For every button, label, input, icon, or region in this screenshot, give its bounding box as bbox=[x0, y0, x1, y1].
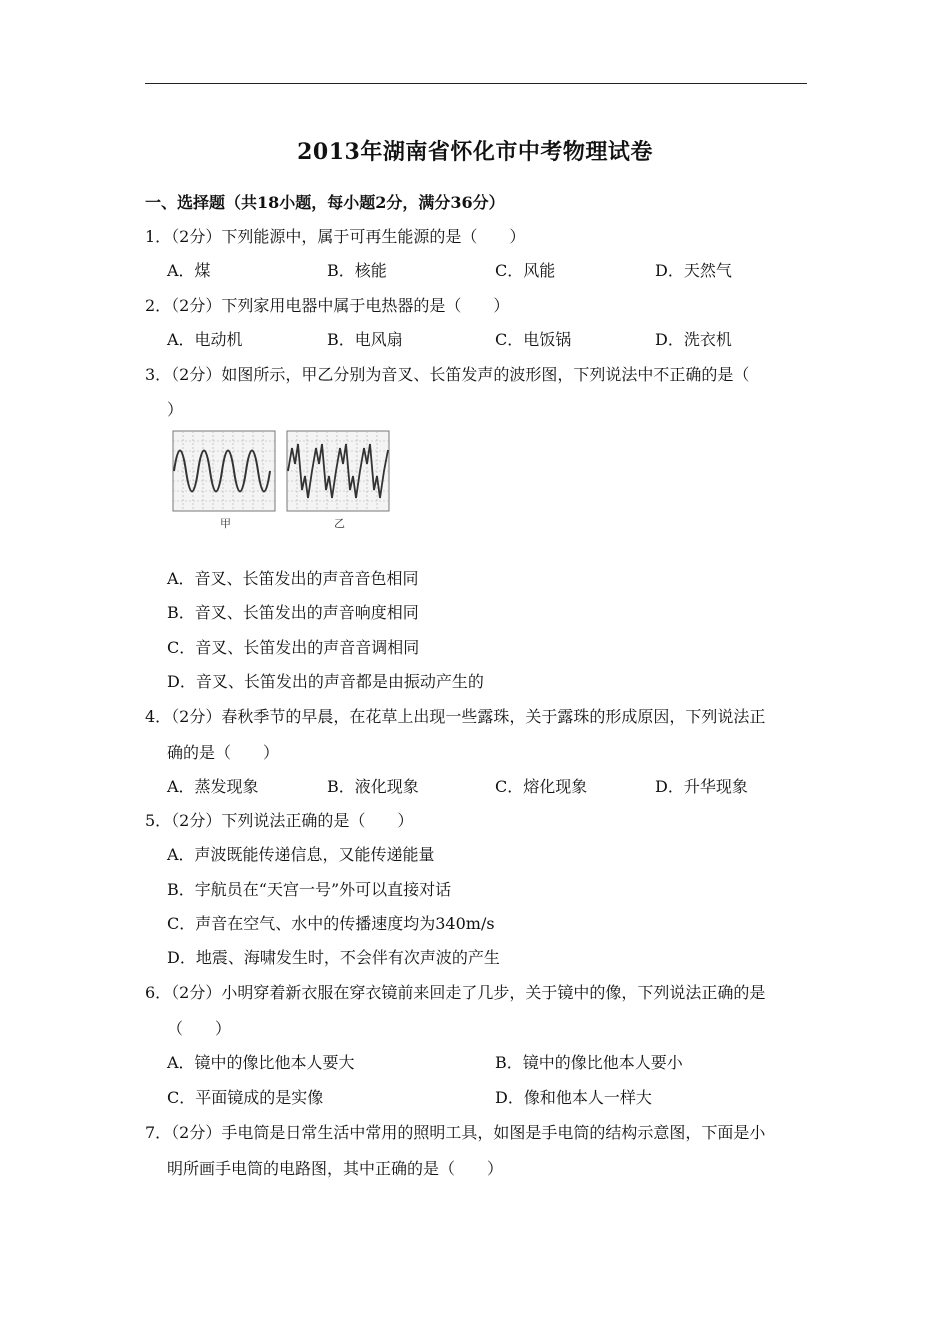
q6-option-b: B．镜中的像比他本人要小 bbox=[495, 1053, 683, 1072]
q5-option-a: A．声波既能传递信息，又能传递能量 bbox=[167, 845, 435, 864]
question-4-stem-line1: 4．（2分）春秋季节的早晨，在花草上出现一些露珠，关于露珠的形成原因，下列说法正 bbox=[145, 707, 766, 726]
q2-option-a: A．电动机 bbox=[167, 330, 243, 349]
q1-option-a: A．煤 bbox=[167, 261, 211, 280]
q3-option-d: D．音叉、长笛发出的声音都是由振动产生的 bbox=[167, 672, 484, 691]
question-7-stem-line2: 明所画手电筒的电路图，其中正确的是（ ） bbox=[167, 1159, 504, 1178]
q5-option-b: B．宇航员在“天宫一号”外可以直接对话 bbox=[167, 880, 452, 899]
q1-option-c: C．风能 bbox=[495, 261, 556, 280]
q4-option-c: C．熔化现象 bbox=[495, 777, 588, 796]
q1-option-b: B．核能 bbox=[327, 261, 387, 280]
q3-option-a: A．音叉、长笛发出的声音音色相同 bbox=[167, 569, 419, 588]
q1-option-d: D．天然气 bbox=[655, 261, 732, 280]
question-6-stem-line2: （ ） bbox=[167, 1019, 232, 1038]
q3-option-b: B．音叉、长笛发出的声音响度相同 bbox=[167, 603, 419, 622]
figure-label-jia: 甲 bbox=[220, 517, 231, 530]
figure-label-yi: 乙 bbox=[334, 517, 345, 530]
section-heading: 一、选择题（共18小题，每小题2分，满分36分） bbox=[145, 193, 505, 212]
q3-option-c: C．音叉、长笛发出的声音音调相同 bbox=[167, 638, 420, 657]
header-rule bbox=[145, 83, 807, 84]
question-5-stem: 5．（2分）下列说法正确的是（ ） bbox=[145, 811, 414, 830]
q2-option-d: D．洗衣机 bbox=[655, 330, 732, 349]
question-7-stem-line1: 7．（2分）手电筒是日常生活中常用的照明工具，如图是手电筒的结构示意图，下面是小 bbox=[145, 1123, 766, 1142]
q4-option-b: B．液化现象 bbox=[327, 777, 419, 796]
q4-option-d: D．升华现象 bbox=[655, 777, 748, 796]
question-6-stem-line1: 6．（2分）小明穿着新衣服在穿衣镜前来回走了几步，关于镜中的像，下列说法正确的是 bbox=[145, 983, 766, 1002]
q2-option-b: B．电风扇 bbox=[327, 330, 403, 349]
page-title: 2013年湖南省怀化市中考物理试卷 bbox=[297, 139, 653, 165]
question-3-stem-line1: 3．（2分）如图所示，甲乙分别为音叉、长笛发声的波形图，下列说法中不正确的是（ bbox=[145, 365, 750, 384]
q6-option-d: D．像和他本人一样大 bbox=[495, 1088, 652, 1107]
waveform-tuning-fork bbox=[172, 430, 276, 512]
q6-option-c: C．平面镜成的是实像 bbox=[167, 1088, 324, 1107]
q5-option-d: D．地震、海啸发生时，不会伴有次声波的产生 bbox=[167, 948, 500, 967]
q6-option-a: A．镜中的像比他本人要大 bbox=[167, 1053, 355, 1072]
question-3-stem-line2: ） bbox=[167, 400, 184, 419]
q4-option-a: A．蒸发现象 bbox=[167, 777, 259, 796]
q2-option-c: C．电饭锅 bbox=[495, 330, 572, 349]
question-1-stem: 1．（2分）下列能源中，属于可再生能源的是（ ） bbox=[145, 227, 526, 246]
question-2-stem: 2．（2分）下列家用电器中属于电热器的是（ ） bbox=[145, 296, 510, 315]
question-4-stem-line2: 确的是（ ） bbox=[167, 743, 280, 762]
q5-option-c: C．声音在空气、水中的传播速度均为340m/s bbox=[167, 914, 495, 933]
waveform-flute bbox=[286, 430, 390, 512]
